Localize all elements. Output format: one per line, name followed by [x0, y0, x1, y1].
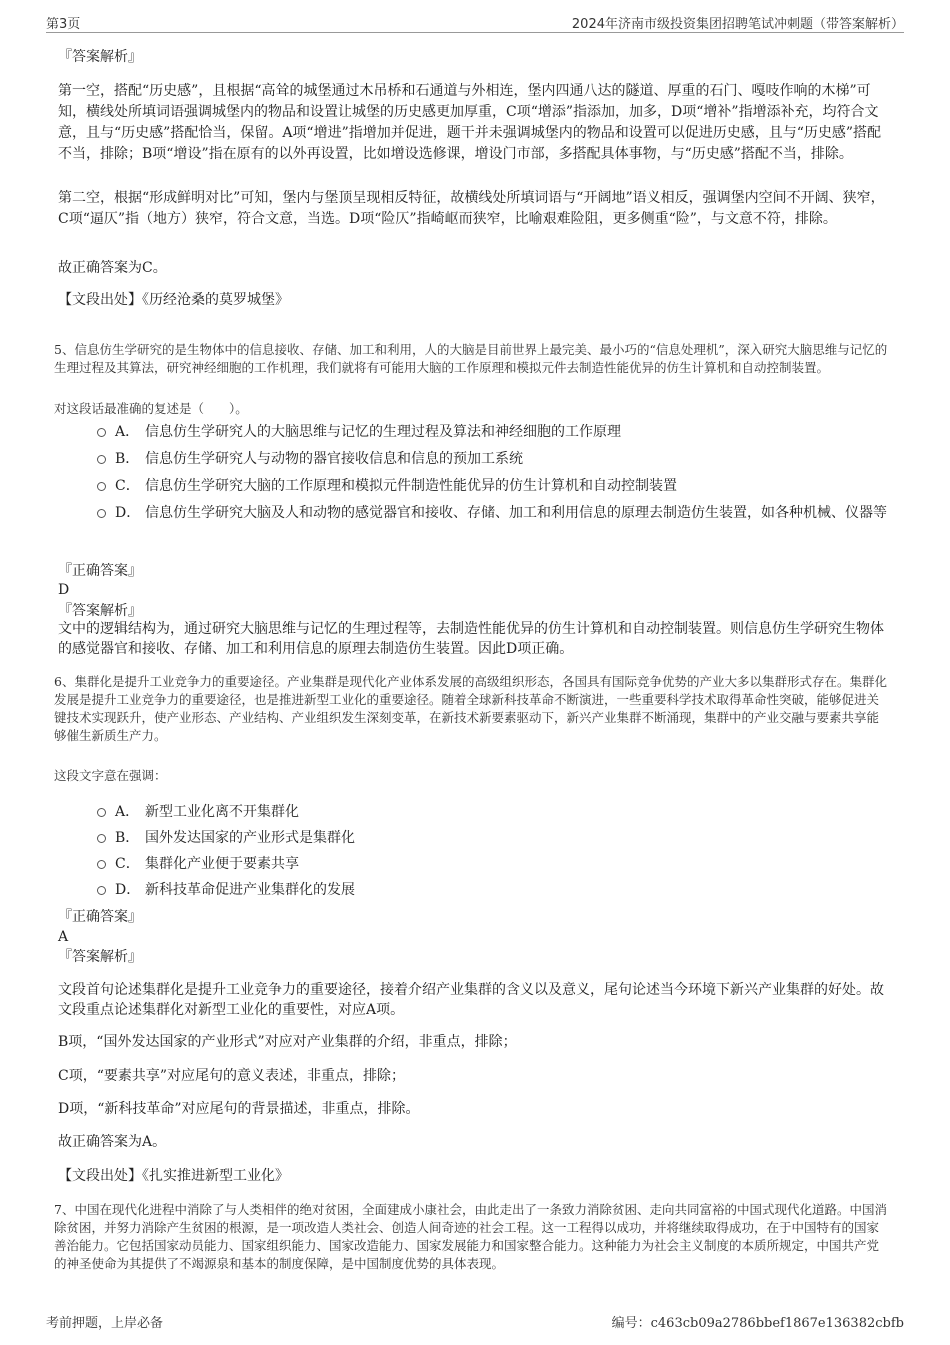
q6-option-d[interactable]: D． 新科技革命促进产业集群化的发展 [95, 880, 895, 906]
q5-analysis: 文中的逻辑结构为，通过研究大脑思维与记忆的生理过程等，去制造性能优异的仿生计算机和自动控制装置。则信息仿生学研究生物体的感觉器官和接收、存储、加工和利用信息的原理去制造仿生装置。因此D项正确。 [58, 621, 884, 657]
q6-analysis-para4: D项，“新科技革命”对应尾句的背景描述，非重点，排除。 [58, 1101, 420, 1117]
radio-icon[interactable] [97, 808, 106, 817]
q6-question: 这段文字意在强调： [54, 768, 167, 783]
q6-source: 【文段出处】《扎实推进新型工业化》 [58, 1168, 289, 1184]
q6-answer: A [58, 929, 69, 945]
radio-icon[interactable] [97, 509, 106, 518]
q6-option-c[interactable]: C． 集群化产业便于要素共享 [95, 854, 895, 880]
q6-conclusion: 故正确答案为A。 [58, 1134, 167, 1150]
q6-analysis-para2: B项，“国外发达国家的产业形式”对应对产业集群的介绍，非重点，排除； [58, 1034, 517, 1050]
q6-analysis-para3: C项，“要素共享”对应尾句的意义表述，非重点，排除； [58, 1068, 406, 1084]
radio-icon[interactable] [97, 482, 106, 491]
radio-icon[interactable] [97, 834, 106, 843]
q6-option-a[interactable]: A． 新型工业化离不开集群化 [95, 802, 895, 828]
q6-stem: 6、集群化是提升工业竞争力的重要途径。产业集群是现代化产业体系发展的高级组织形态，各国具有国际竞争优势的产业大多以集群形式存在。集群化发展是提升工业竞争力的重要途径，也是推进新型工业化的重要途径。随着全球新科技革命不断演进，一些重要科学技术取得革命性突破，能够促进关键技术实现跃升，使产业形态、产业结构、产业组织发生深刻变革，在新技术新要素驱动下，新兴产业集群不断涌现，集群中的产业交融与要素共享能够催生新质生产力。 [54, 674, 887, 743]
radio-icon[interactable] [97, 455, 106, 464]
q5-option-d[interactable]: D． 信息仿生学研究大脑及人和动物的感觉器官和接收、存储、加工和利用信息的原理去制造仿生装置，如各种机械、仪器等 [95, 503, 895, 547]
q4-source: 【文段出处】《历经沧桑的莫罗城堡》 [58, 292, 289, 308]
q6-answer-label: 『正确答案』 [58, 909, 142, 925]
page-number: 第3页 [46, 17, 81, 32]
q6-options [95, 802, 895, 906]
radio-icon[interactable] [97, 428, 106, 437]
page-header [46, 12, 904, 33]
document-title: 2024年济南市级投资集团招聘笔试冲刺题（带答案解析） [571, 17, 904, 32]
analysis-label-q4: 『答案解析』 [58, 49, 142, 65]
q5-analysis-label: 『答案解析』 [58, 603, 142, 619]
q4-analysis-para1: 第一空，搭配“历史感”，且根据“高耸的城堡通过木吊桥和石通道与外相连，堡内四通八达的隧道、厚重的石门、嘎吱作响的木梯”可知，横线处所填词语强调城堡内的物品和设置让城堡的历史感更加厚重，C项“增添”指添加，加多，D项“增补”指增添补充，均符合文意，且与“历史感”搭配恰当，保留。A项“增进”指增加并促进，题干并未强调城堡内的物品和设置可以促进历史感，且与“历史感”搭配不当，排除；B项“增设”指在原有的以外再设置，比如增设选修课，增设门市部，多搭配具体事物，与“历史感”搭配不当，排除。 [58, 83, 882, 162]
q4-conclusion: 故正确答案为C。 [58, 260, 167, 276]
q5-option-c[interactable]: C． 信息仿生学研究大脑的工作原理和模拟元件制造性能优异的仿生计算机和自动控制装置 [95, 476, 895, 503]
q5-option-b[interactable]: B． 信息仿生学研究人与动物的器官接收信息和信息的预加工系统 [95, 449, 895, 476]
q5-stem: 5、信息仿生学研究的是生物体中的信息接收、存储、加工和利用，人的大脑是目前世界上最完美、最小巧的“信息处理机”，深入研究大脑思维与记忆的生理过程及其算法，研究神经细胞的工作机理，我们就将有可能用大脑的工作原理和模拟元件去制造性能优异的仿生计算机和自动控制装置。 [54, 342, 888, 375]
q5-answer: D [58, 582, 70, 598]
q5-option-a[interactable]: A． 信息仿生学研究人的大脑思维与记忆的生理过程及算法和神经细胞的工作原理 [95, 422, 895, 449]
q6-analysis-para1: 文段首句论述集群化是提升工业竞争力的重要途径，接着介绍产业集群的含义以及意义，尾句论述当今环境下新兴产业集群的好处。故文段重点论述集群化对新型工业化的重要性，对应A项。 [58, 982, 884, 1018]
q6-analysis-label: 『答案解析』 [58, 949, 142, 965]
q5-answer-label: 『正确答案』 [58, 563, 142, 579]
document-code: 编号：c463cb09a2786bbef1867e136382cbfb [611, 1316, 904, 1331]
q4-analysis-para2: 第二空，根据“形成鲜明对比”可知，堡内与堡顶呈现相反特征，故横线处所填词语与“开阔地”语义相反，强调堡内空间不开阔、狭窄，C项“逼仄”指（地方）狭窄，符合文意，当选。D项“险仄”指崎岖而狭窄，比喻艰难险阻，更多侧重“险”，与文意不符，排除。 [58, 190, 885, 227]
q6-option-b[interactable]: B． 国外发达国家的产业形式是集群化 [95, 828, 895, 854]
q5-options [95, 422, 895, 547]
q7-stem: 7、中国在现代化进程中消除了与人类相伴的绝对贫困，全面建成小康社会，由此走出了一条致力消除贫困、走向共同富裕的中国式现代化道路。中国消除贫困，并努力消除产生贫困的根源，是一项改造人类社会、创造人间奇迹的社会工程。这一工程得以成功，并将继续取得成功，在于中国特有的国家善治能力。它包括国家动员能力、国家组织能力、国家改造能力、国家发展能力和国家整合能力。这种能力为社会主义制度的本质所规定，中国共产党的神圣使命为其提供了不竭源泉和基本的制度保障，是中国制度优势的具体表现。 [54, 1202, 887, 1271]
footer-slogan: 考前押题，上岸必备 [46, 1316, 164, 1331]
radio-icon[interactable] [97, 860, 106, 869]
radio-icon[interactable] [97, 886, 106, 895]
q5-question: 对这段话最准确的复述是（ ）。 [54, 401, 248, 416]
